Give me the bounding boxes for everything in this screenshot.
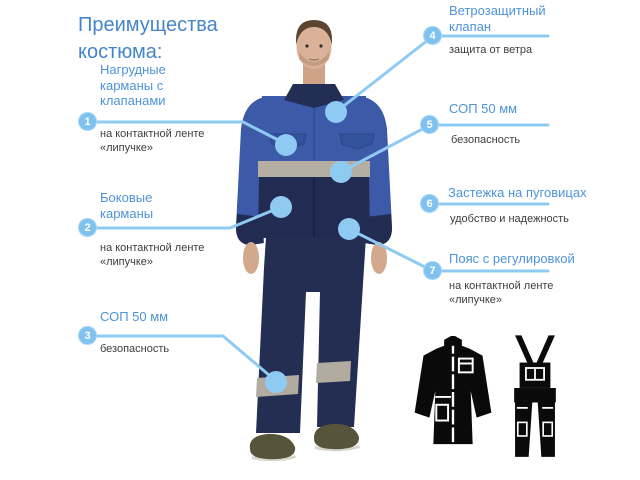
trousers — [256, 237, 366, 433]
callout-4-number: 4 — [429, 29, 436, 42]
callout-3-heading: СОП 50 мм — [100, 309, 169, 324]
callout-1-subtext: на контактной ленте «липучке» — [100, 128, 205, 154]
callout-6-subtext: удобство и надежность — [450, 213, 569, 225]
callout-6-heading: Застежка на пуговицах — [448, 185, 587, 200]
right-leg-stripe — [316, 361, 351, 383]
callout-1-number-badge — [78, 112, 97, 131]
callout-3-number-badge — [78, 326, 97, 345]
callout-5-number: 5 — [426, 118, 433, 131]
callout-6-number-badge — [420, 194, 439, 213]
right-shoe — [314, 424, 359, 450]
callout-2-number: 2 — [84, 221, 91, 234]
callout-6-number: 6 — [426, 197, 433, 210]
worker-figure — [236, 20, 392, 461]
jacket-reflective-stripe — [258, 161, 370, 177]
overalls-silhouette-icon — [506, 330, 564, 464]
callout-7-number-badge — [423, 261, 442, 280]
callout-7-subtext: на контактной ленте «липучке» — [449, 280, 554, 306]
left-leg-stripe — [256, 375, 299, 397]
callout-2-subtext: на контактной ленте «липучке» — [100, 242, 205, 268]
callout-1-heading: Нагрудные карманы с клапанами — [100, 62, 166, 108]
callout-3-number: 3 — [84, 329, 91, 342]
callout-1-number: 1 — [84, 115, 91, 128]
callout-2-number-badge — [78, 218, 97, 237]
callout-4-number-badge — [423, 26, 442, 45]
callout-5-number-badge — [420, 115, 439, 134]
callout-5-subtext: безопасность — [451, 134, 521, 146]
callout-7-heading: Пояс с регулировкой — [449, 251, 575, 266]
callout-2-heading: Боковые карманы — [100, 190, 154, 221]
jacket-silhouette-icon — [408, 334, 498, 452]
callout-7-number: 7 — [429, 264, 436, 277]
callout-4-heading: Ветрозащитный клапан — [449, 3, 546, 34]
callout-4-subtext: защита от ветра — [449, 44, 533, 56]
page-title: Преимущества костюма: — [78, 14, 218, 63]
left-shoe — [250, 434, 295, 460]
callout-5-heading: СОП 50 мм — [449, 101, 518, 116]
callout-3-subtext: безопасность — [100, 343, 170, 355]
